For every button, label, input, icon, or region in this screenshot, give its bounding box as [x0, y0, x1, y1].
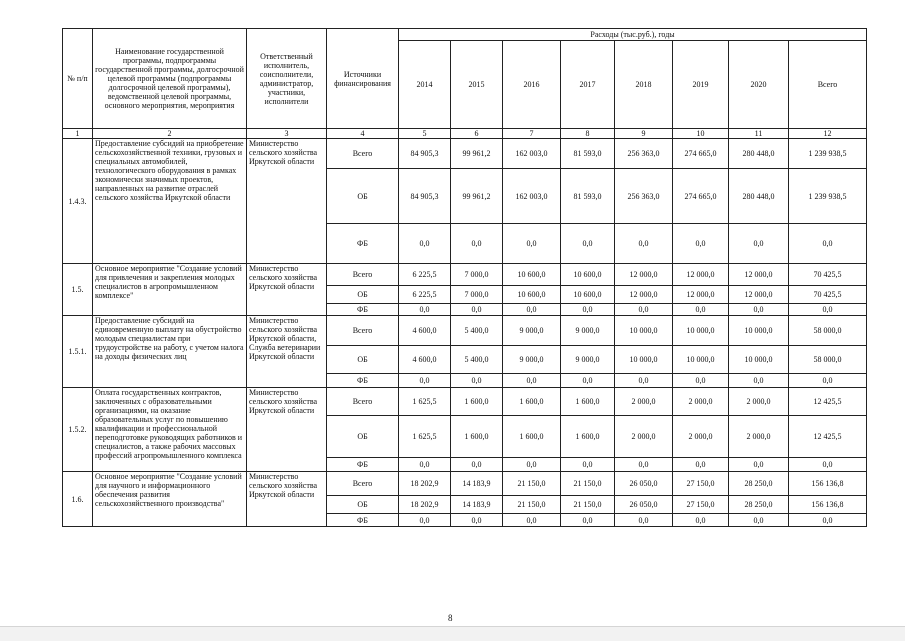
- year-value-cell: 0,0: [729, 458, 789, 472]
- total-value-cell: 0,0: [789, 374, 867, 388]
- year-value-cell: 84 905,3: [399, 169, 451, 224]
- year-value-cell: 5 400,0: [451, 346, 503, 374]
- year-value-cell: 1 600,0: [503, 416, 561, 458]
- year-value-cell: 12 000,0: [673, 264, 729, 286]
- total-value-cell: 70 425,5: [789, 286, 867, 304]
- year-value-cell: 99 961,2: [451, 139, 503, 169]
- year-value-cell: 0,0: [451, 514, 503, 527]
- year-value-cell: 81 593,0: [561, 169, 615, 224]
- table-row: [63, 472, 867, 496]
- year-value-cell: 14 183,9: [451, 496, 503, 514]
- year-value-cell: 0,0: [451, 458, 503, 472]
- column-number: 2: [93, 129, 247, 139]
- budget-table-sheet: [62, 28, 866, 527]
- year-value-cell: 0,0: [399, 374, 451, 388]
- year-value-cell: 0,0: [561, 224, 615, 264]
- year-value-cell: 0,0: [503, 458, 561, 472]
- year-value-cell: 9 000,0: [561, 316, 615, 346]
- total-value-cell: 156 136,8: [789, 472, 867, 496]
- year-value-cell: 26 050,0: [615, 472, 673, 496]
- row-number: 1.5.1.: [63, 316, 93, 388]
- column-number: 8: [561, 129, 615, 139]
- year-value-cell: 1 600,0: [561, 388, 615, 416]
- row-number: 1.4.3.: [63, 139, 93, 264]
- row-responsible: Министерство сельского хозяйства Иркутской области: [247, 388, 327, 472]
- funding-source: ФБ: [327, 458, 399, 472]
- year-value-cell: 1 625,5: [399, 416, 451, 458]
- year-value-cell: 1 600,0: [451, 388, 503, 416]
- year-value-cell: 21 150,0: [503, 472, 561, 496]
- year-value-cell: 0,0: [729, 224, 789, 264]
- year-value-cell: 0,0: [503, 224, 561, 264]
- total-value-cell: 0,0: [789, 458, 867, 472]
- year-value-cell: 1 600,0: [451, 416, 503, 458]
- year-value-cell: 84 905,3: [399, 139, 451, 169]
- header-year: 2017: [561, 41, 615, 129]
- funding-source: ОБ: [327, 496, 399, 514]
- total-value-cell: 0,0: [789, 514, 867, 527]
- funding-source: ФБ: [327, 514, 399, 527]
- row-number: 1.5.2.: [63, 388, 93, 472]
- year-value-cell: 2 000,0: [673, 388, 729, 416]
- year-value-cell: 4 600,0: [399, 346, 451, 374]
- year-value-cell: 27 150,0: [673, 496, 729, 514]
- header-num: № п/п: [63, 29, 93, 129]
- year-value-cell: 21 150,0: [503, 496, 561, 514]
- column-number: 9: [615, 129, 673, 139]
- funding-source: ОБ: [327, 346, 399, 374]
- funding-source: ФБ: [327, 304, 399, 316]
- year-value-cell: 0,0: [615, 514, 673, 527]
- year-value-cell: 10 000,0: [615, 346, 673, 374]
- year-value-cell: 18 202,9: [399, 496, 451, 514]
- header-year: 2016: [503, 41, 561, 129]
- column-number: 5: [399, 129, 451, 139]
- year-value-cell: 6 225,5: [399, 286, 451, 304]
- year-value-cell: 9 000,0: [503, 316, 561, 346]
- year-value-cell: 0,0: [451, 304, 503, 316]
- column-number: 11: [729, 129, 789, 139]
- year-value-cell: 0,0: [503, 374, 561, 388]
- year-value-cell: 0,0: [503, 304, 561, 316]
- year-value-cell: 18 202,9: [399, 472, 451, 496]
- total-value-cell: 58 000,0: [789, 316, 867, 346]
- funding-source: Всего: [327, 316, 399, 346]
- funding-source: Всего: [327, 388, 399, 416]
- year-value-cell: 5 400,0: [451, 316, 503, 346]
- year-value-cell: 0,0: [399, 224, 451, 264]
- year-value-cell: 0,0: [673, 224, 729, 264]
- year-value-cell: 0,0: [729, 374, 789, 388]
- funding-source: ОБ: [327, 169, 399, 224]
- column-number: 10: [673, 129, 729, 139]
- funding-source: ФБ: [327, 224, 399, 264]
- year-value-cell: 9 000,0: [503, 346, 561, 374]
- year-value-cell: 280 448,0: [729, 169, 789, 224]
- header-year: 2019: [673, 41, 729, 129]
- year-value-cell: 0,0: [561, 304, 615, 316]
- row-responsible: Министерство сельского хозяйства Иркутской области, Служба ветеринарии Иркутской области: [247, 316, 327, 388]
- year-value-cell: 1 625,5: [399, 388, 451, 416]
- total-value-cell: 0,0: [789, 304, 867, 316]
- header-year: 2014: [399, 41, 451, 129]
- year-value-cell: 12 000,0: [615, 286, 673, 304]
- year-value-cell: 10 000,0: [729, 346, 789, 374]
- year-value-cell: 256 363,0: [615, 169, 673, 224]
- year-value-cell: 2 000,0: [729, 388, 789, 416]
- year-value-cell: 0,0: [451, 224, 503, 264]
- year-value-cell: 21 150,0: [561, 472, 615, 496]
- header-sources: Источники финансирования: [327, 29, 399, 129]
- year-value-cell: 12 000,0: [729, 264, 789, 286]
- year-value-cell: 2 000,0: [673, 416, 729, 458]
- year-value-cell: 0,0: [673, 374, 729, 388]
- year-value-cell: 1 600,0: [503, 388, 561, 416]
- year-value-cell: 14 183,9: [451, 472, 503, 496]
- funding-source: ОБ: [327, 286, 399, 304]
- header-total: Всего: [789, 41, 867, 129]
- year-value-cell: 0,0: [615, 224, 673, 264]
- header-year: 2020: [729, 41, 789, 129]
- year-value-cell: 274 665,0: [673, 169, 729, 224]
- year-value-cell: 7 000,0: [451, 264, 503, 286]
- year-value-cell: 28 250,0: [729, 472, 789, 496]
- year-value-cell: 6 225,5: [399, 264, 451, 286]
- year-value-cell: 0,0: [561, 514, 615, 527]
- year-value-cell: 0,0: [729, 304, 789, 316]
- year-value-cell: 10 600,0: [561, 264, 615, 286]
- year-value-cell: 10 600,0: [503, 286, 561, 304]
- funding-source: Всего: [327, 139, 399, 169]
- year-value-cell: 0,0: [673, 514, 729, 527]
- year-value-cell: 10 600,0: [503, 264, 561, 286]
- total-value-cell: 1 239 938,5: [789, 169, 867, 224]
- year-value-cell: 162 003,0: [503, 139, 561, 169]
- header-name: Наименование государственной программы, подпрограммы государственной программы, долгосрочной целевой программы (подпрограммы долгосрочной целевой программы), ведомственной целевой программы, основного мероприятия, мероприятия: [93, 29, 247, 129]
- total-value-cell: 0,0: [789, 224, 867, 264]
- year-value-cell: 0,0: [673, 304, 729, 316]
- year-value-cell: 4 600,0: [399, 316, 451, 346]
- budget-table: [62, 28, 867, 527]
- row-description: Основное мероприятие "Создание условий для научного и информационного обеспечения развития сельскохозяйственного производства": [93, 472, 247, 527]
- row-number: 1.5.: [63, 264, 93, 316]
- header-expenses: Расходы (тыс.руб.), годы: [399, 29, 867, 41]
- year-value-cell: 1 600,0: [561, 416, 615, 458]
- column-number: 12: [789, 129, 867, 139]
- table-row: [63, 388, 867, 416]
- row-description: Предоставление субсидий на приобретение сельскохозяйственной техники, грузовых и специальных автомобилей, технологического оборудования в рамках экономически значимых проектов, направленных на развитие отраслей сельского хозяйства Иркутской области: [93, 139, 247, 264]
- column-number: 7: [503, 129, 561, 139]
- funding-source: Всего: [327, 264, 399, 286]
- year-value-cell: 280 448,0: [729, 139, 789, 169]
- year-value-cell: 2 000,0: [615, 416, 673, 458]
- row-responsible: Министерство сельского хозяйства Иркутской области: [247, 472, 327, 527]
- table-row: [63, 139, 867, 169]
- year-value-cell: 21 150,0: [561, 496, 615, 514]
- header-year: 2015: [451, 41, 503, 129]
- year-value-cell: 256 363,0: [615, 139, 673, 169]
- column-number: 3: [247, 129, 327, 139]
- table-body: [63, 139, 867, 527]
- year-value-cell: 99 961,2: [451, 169, 503, 224]
- year-value-cell: 0,0: [399, 304, 451, 316]
- row-number: 1.6.: [63, 472, 93, 527]
- year-value-cell: 10 600,0: [561, 286, 615, 304]
- header-year: 2018: [615, 41, 673, 129]
- total-value-cell: 58 000,0: [789, 346, 867, 374]
- year-value-cell: 10 000,0: [673, 346, 729, 374]
- year-value-cell: 10 000,0: [673, 316, 729, 346]
- column-number: 1: [63, 129, 93, 139]
- year-value-cell: 274 665,0: [673, 139, 729, 169]
- year-value-cell: 2 000,0: [729, 416, 789, 458]
- year-value-cell: 0,0: [503, 514, 561, 527]
- year-value-cell: 162 003,0: [503, 169, 561, 224]
- page-number: 8: [448, 613, 453, 623]
- table-row: [63, 264, 867, 286]
- header-responsible: Ответственный исполнитель, соисполнители, администратор, участники, исполнители: [247, 29, 327, 129]
- total-value-cell: 1 239 938,5: [789, 139, 867, 169]
- year-value-cell: 0,0: [451, 374, 503, 388]
- column-number: 6: [451, 129, 503, 139]
- year-value-cell: 10 000,0: [729, 316, 789, 346]
- year-value-cell: 0,0: [561, 374, 615, 388]
- year-value-cell: 7 000,0: [451, 286, 503, 304]
- total-value-cell: 12 425,5: [789, 388, 867, 416]
- year-value-cell: 28 250,0: [729, 496, 789, 514]
- year-value-cell: 0,0: [561, 458, 615, 472]
- row-description: Оплата государственных контрактов, заключенных с образовательными организациями, на оказание образовательных услуг по повышению квалификации и профессиональной переподготовке руководящих работников и специалистов, а также рабочих массовых профессий агропромышленного комплекса: [93, 388, 247, 472]
- year-value-cell: 0,0: [615, 458, 673, 472]
- year-value-cell: 12 000,0: [673, 286, 729, 304]
- funding-source: ОБ: [327, 416, 399, 458]
- scan-bottom-edge: [0, 626, 905, 641]
- year-value-cell: 0,0: [615, 374, 673, 388]
- year-value-cell: 12 000,0: [615, 264, 673, 286]
- year-value-cell: 12 000,0: [729, 286, 789, 304]
- year-value-cell: 26 050,0: [615, 496, 673, 514]
- year-value-cell: 2 000,0: [615, 388, 673, 416]
- funding-source: ФБ: [327, 374, 399, 388]
- table-row: [63, 316, 867, 346]
- total-value-cell: 156 136,8: [789, 496, 867, 514]
- row-responsible: Министерство сельского хозяйства Иркутской области: [247, 264, 327, 316]
- year-value-cell: 27 150,0: [673, 472, 729, 496]
- funding-source: Всего: [327, 472, 399, 496]
- year-value-cell: 0,0: [399, 458, 451, 472]
- year-value-cell: 0,0: [729, 514, 789, 527]
- row-description: Основное мероприятие "Создание условий для привлечения и закрепления молодых специалистов в агропромышленном комплексе": [93, 264, 247, 316]
- year-value-cell: 10 000,0: [615, 316, 673, 346]
- total-value-cell: 12 425,5: [789, 416, 867, 458]
- year-value-cell: 9 000,0: [561, 346, 615, 374]
- year-value-cell: 0,0: [673, 458, 729, 472]
- total-value-cell: 70 425,5: [789, 264, 867, 286]
- row-description: Предоставление субсидий на единовременную выплату на обустройство молодым специалистам при трудоустройстве на работу, с учетом налога на доходы физических лиц: [93, 316, 247, 388]
- year-value-cell: 0,0: [615, 304, 673, 316]
- year-value-cell: 81 593,0: [561, 139, 615, 169]
- year-value-cell: 0,0: [399, 514, 451, 527]
- row-responsible: Министерство сельского хозяйства Иркутской области: [247, 139, 327, 264]
- column-number: 4: [327, 129, 399, 139]
